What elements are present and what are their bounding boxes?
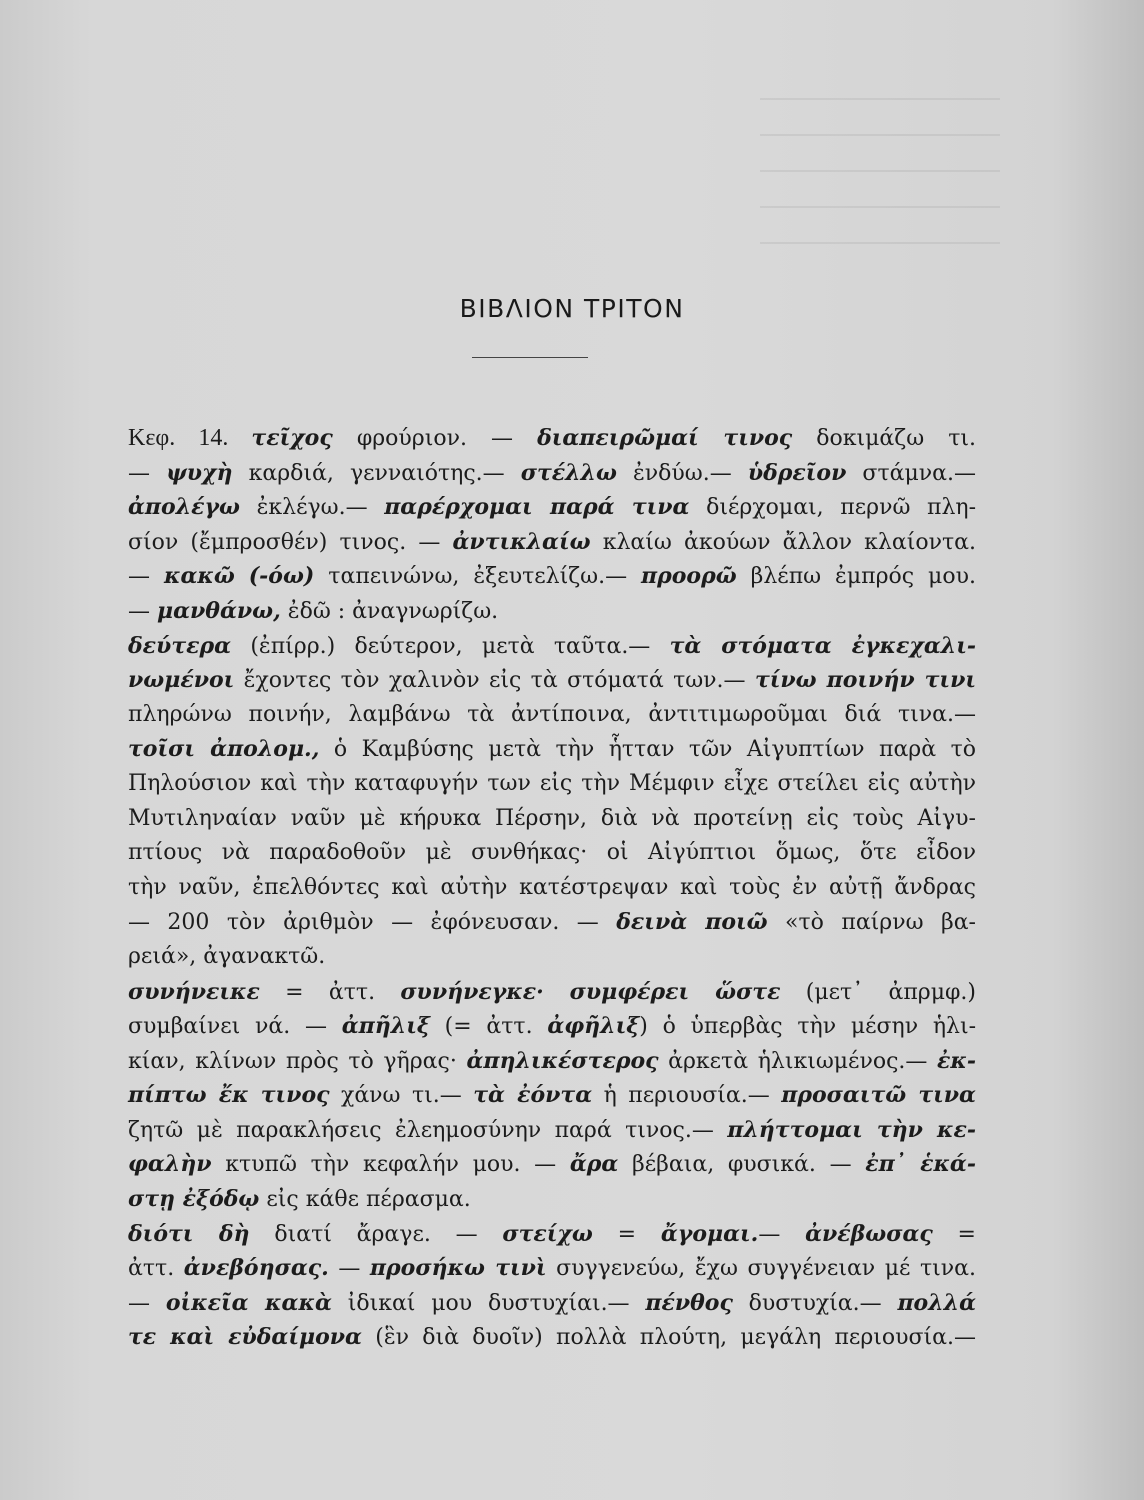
definition-text: (= ἀττ. <box>429 1014 548 1040</box>
definition-text: (ἓν διὰ δυοῖν) πολλὰ πλούτη, μεγάλη περιουσία.— <box>361 1325 976 1351</box>
glossary-term: κακῶ <box>163 563 235 590</box>
chapter-label: Κεφ. 14. <box>128 425 252 451</box>
text-line <box>128 421 976 456</box>
definition-text: ταπεινώνω, ἐξευτελίζω.— <box>314 564 642 590</box>
definition-text: φρούριον. — <box>332 426 538 451</box>
glossary-term: οἰκεῖα κακὰ <box>165 1289 332 1316</box>
glossary-term: τὰ ἐόντα <box>473 1082 593 1109</box>
text-line <box>128 732 976 767</box>
definition-text: ἀρκετὰ ἡλικιωμένος.— <box>658 1048 937 1074</box>
glossary-term: ἀπηλικέστερος <box>466 1047 659 1074</box>
glossary-term: πίπτω ἔκ τινος <box>128 1082 330 1109</box>
definition-text: = <box>932 1221 976 1247</box>
show-through-text <box>760 80 1000 270</box>
glossary-term: συνήνεικε <box>128 978 260 1005</box>
definition-text: διατί ἄραγε. — <box>249 1221 503 1247</box>
text-line <box>128 1320 976 1355</box>
definition-text: καρδιά, γενναιότης.— <box>232 460 521 486</box>
glossary-term: πλήττομαι τὴν κε- <box>727 1116 976 1143</box>
text-line <box>128 1044 976 1079</box>
definition-text: πτίους νὰ παραδοθοῦν μὲ συνθήκας· οἱ Αἰγύπτιοι ὅμως, ὅτε εἶδον <box>128 840 976 866</box>
text-line <box>128 1286 976 1321</box>
glossary-term: στείχω <box>502 1220 593 1247</box>
definition-text: (ἐπίρρ.) δεύτερον, μετὰ ταῦτα.— <box>231 633 670 659</box>
glossary-term: ἄρα <box>569 1151 619 1178</box>
glossary-term: τεῖχος <box>251 425 333 451</box>
text-line <box>128 1251 976 1286</box>
text-line <box>128 1217 976 1252</box>
glossary-term: ἀντικλαίω <box>452 528 591 555</box>
glossary-term: μανθάνω, <box>157 597 281 624</box>
glossary-term: παρέρχομαι παρά τινα <box>384 494 690 521</box>
definition-text: δοκιμάζω τι. <box>792 426 976 451</box>
text-line <box>128 836 976 871</box>
text-line <box>128 559 976 594</box>
definition-text: στάμνα.— <box>846 460 976 486</box>
glossary-term: δεύτερα <box>128 632 232 659</box>
definition-text: βλέπω ἐμπρός μου. <box>736 564 976 590</box>
definition-text: ἀττ. <box>128 1256 184 1282</box>
glossary-term: ἐκ- <box>937 1047 976 1074</box>
definition-text: — <box>128 1290 166 1316</box>
glossary-term: τίνω ποινήν τινι <box>754 667 976 694</box>
glossary-term: φαλὴν <box>128 1151 212 1178</box>
definition-text: εἰς κάθε πέρασμα. <box>259 1187 471 1213</box>
text-line <box>128 975 976 1010</box>
definition-text: κλαίω ἀκούων ἄλλον κλαίοντα. <box>590 529 976 555</box>
definition-text: Πηλούσιον καὶ τὴν καταφυγήν των εἰς τὴν Μέμφιν εἶχε στείλει εἰς αὐτὴν <box>128 770 976 796</box>
text-line <box>128 871 976 906</box>
definition-text: (μετ᾽ ἀπρμφ.) <box>780 979 976 1005</box>
glossary-term: ἐπ᾽ ἑκά- <box>865 1151 976 1178</box>
definition-text: ἐδῶ : ἀναγνωρίζω. <box>280 598 499 624</box>
definition-text: χάνω τι.— <box>329 1083 474 1109</box>
definition-text: — <box>128 564 164 590</box>
text-line <box>128 802 976 837</box>
definition-text: Μυτιληναίαν ναῦν μὲ κήρυκα Πέρσην, διὰ νὰ προτείνῃ εἰς τοὺς Αἰγυ- <box>128 805 976 831</box>
definition-text: ἰδικαί μου δυστυχίαι.— <box>331 1290 646 1316</box>
definition-text: «τὸ παίρνω βα- <box>767 910 976 936</box>
glossary-term: στῃ ἐξόδῳ <box>128 1186 260 1213</box>
text-line <box>128 490 976 525</box>
definition-text: βέβαια, φυσικά. — <box>618 1152 866 1178</box>
definition-text: τὴν ναῦν, ἐπελθόντες καὶ αὐτὴν κατέστρεψαν καὶ τοὺς ἐν αὐτῇ ἄνδρας <box>128 874 976 900</box>
glossary-term: πολλά <box>897 1289 976 1316</box>
text-line <box>128 767 976 802</box>
glossary-term: τε καὶ εὐδαίμονα <box>128 1324 362 1351</box>
definition-text: — <box>328 1256 370 1282</box>
text-line <box>128 1078 976 1113</box>
definition-text: — 200 τὸν ἀριθμὸν — ἐφόνευσαν. — <box>128 910 617 936</box>
definition-text: πληρώνω ποινήν, λαμβάνω τὰ ἀντίποινα, ἀντιτιμωροῦμαι διά τινα.— <box>128 701 976 727</box>
glossary-term: νωμένοι <box>128 667 235 694</box>
definition-text: ἐκλέγω.— <box>239 495 385 521</box>
glossary-term: ἀπολέγω <box>128 494 240 521</box>
definition-text: ρειά», ἀγανακτῶ. <box>128 943 326 969</box>
definition-text: = ἀττ. <box>259 979 401 1005</box>
glossary-term: προορῶ <box>641 563 737 590</box>
glossary-term: τοῖσι ἀπολομ., <box>128 736 320 763</box>
definition-text: διέρχομαι, περνῶ πλη- <box>689 495 977 521</box>
text-line <box>128 1113 976 1148</box>
definition-text: κίαν, κλίνων πρὸς τὸ γῆρας· <box>128 1048 467 1074</box>
definition-text: συγγενεύω, ἔχω συγγένειαν μέ τινα. <box>546 1256 976 1282</box>
definition-text: ὁ Καμβύσης μετὰ τὴν ἧτταν τῶν Αἰγυπτίων παρὰ τὸ <box>319 737 977 763</box>
definition-text: ἔχοντες τὸν χαλινὸν εἰς τὰ στόματά των.— <box>234 668 755 694</box>
glossary-term: στέλλω <box>520 459 617 486</box>
definition-text: — <box>128 598 157 624</box>
definition-text: ) ὁ ὑπερβὰς τὴν μέσην ἡλι- <box>639 1014 977 1040</box>
glossary-term: προσαιτῶ τινα <box>781 1082 976 1109</box>
definition-text: — <box>128 460 167 486</box>
glossary-text-block <box>128 421 976 1355</box>
text-line <box>128 594 976 629</box>
glossary-term: ἀνεβόησας. <box>183 1255 329 1282</box>
definition-text: σίον (ἔμπροσθέν) τινος. — <box>128 529 453 555</box>
text-line <box>128 629 976 664</box>
glossary-term: ψυχὴ <box>166 459 233 486</box>
glossary-term: δεινὰ ποιῶ <box>616 909 768 936</box>
text-line <box>128 940 976 975</box>
glossary-term: πένθος <box>645 1289 733 1316</box>
definition-text: ἡ περιουσία.— <box>592 1083 782 1109</box>
glossary-term: ἀνέβωσας <box>805 1220 933 1247</box>
glossary-term: ἄγομαι. <box>660 1220 759 1247</box>
definition-text: — <box>758 1221 806 1247</box>
glossary-term: ἀφῆλιξ <box>547 1013 640 1040</box>
text-line <box>128 1182 976 1217</box>
text-line <box>128 698 976 733</box>
glossary-term: ὑδρεῖον <box>747 459 847 486</box>
book-heading: ΒΙΒΛΙΟΝ ΤΡΙΤΟΝ <box>459 294 685 323</box>
definition-text: κτυπῶ τὴν κεφαλήν μου. — <box>211 1152 570 1178</box>
glossary-term: διαπειρῶμαί τινος <box>537 425 793 451</box>
heading-divider <box>472 357 588 358</box>
text-line <box>128 525 976 560</box>
text-line <box>128 1009 976 1044</box>
definition-text: συμβαίνει νά. — <box>128 1014 342 1040</box>
definition-text <box>235 564 249 589</box>
text-line <box>128 456 976 491</box>
glossary-term: προσήκω τινὶ <box>369 1255 547 1282</box>
definition-text: = <box>592 1221 661 1247</box>
glossary-term: διότι δὴ <box>128 1220 250 1247</box>
definition-text: ζητῶ μὲ παρακλήσεις ἐλεημοσύνην παρά τινος.— <box>128 1117 728 1143</box>
definition-text: δυστυχία.— <box>732 1290 898 1316</box>
glossary-term: συνήνεγκε· συμφέρει ὥστε <box>400 978 781 1005</box>
glossary-term: ἀπῆλιξ <box>341 1013 430 1040</box>
text-line <box>128 1147 976 1182</box>
text-line <box>128 905 976 940</box>
definition-text: ἐνδύω.— <box>616 460 748 486</box>
text-line <box>128 663 976 698</box>
glossary-term: τὰ στόματα ἐγκεχαλι- <box>669 632 976 659</box>
glossary-term: (-όω) <box>248 563 315 590</box>
